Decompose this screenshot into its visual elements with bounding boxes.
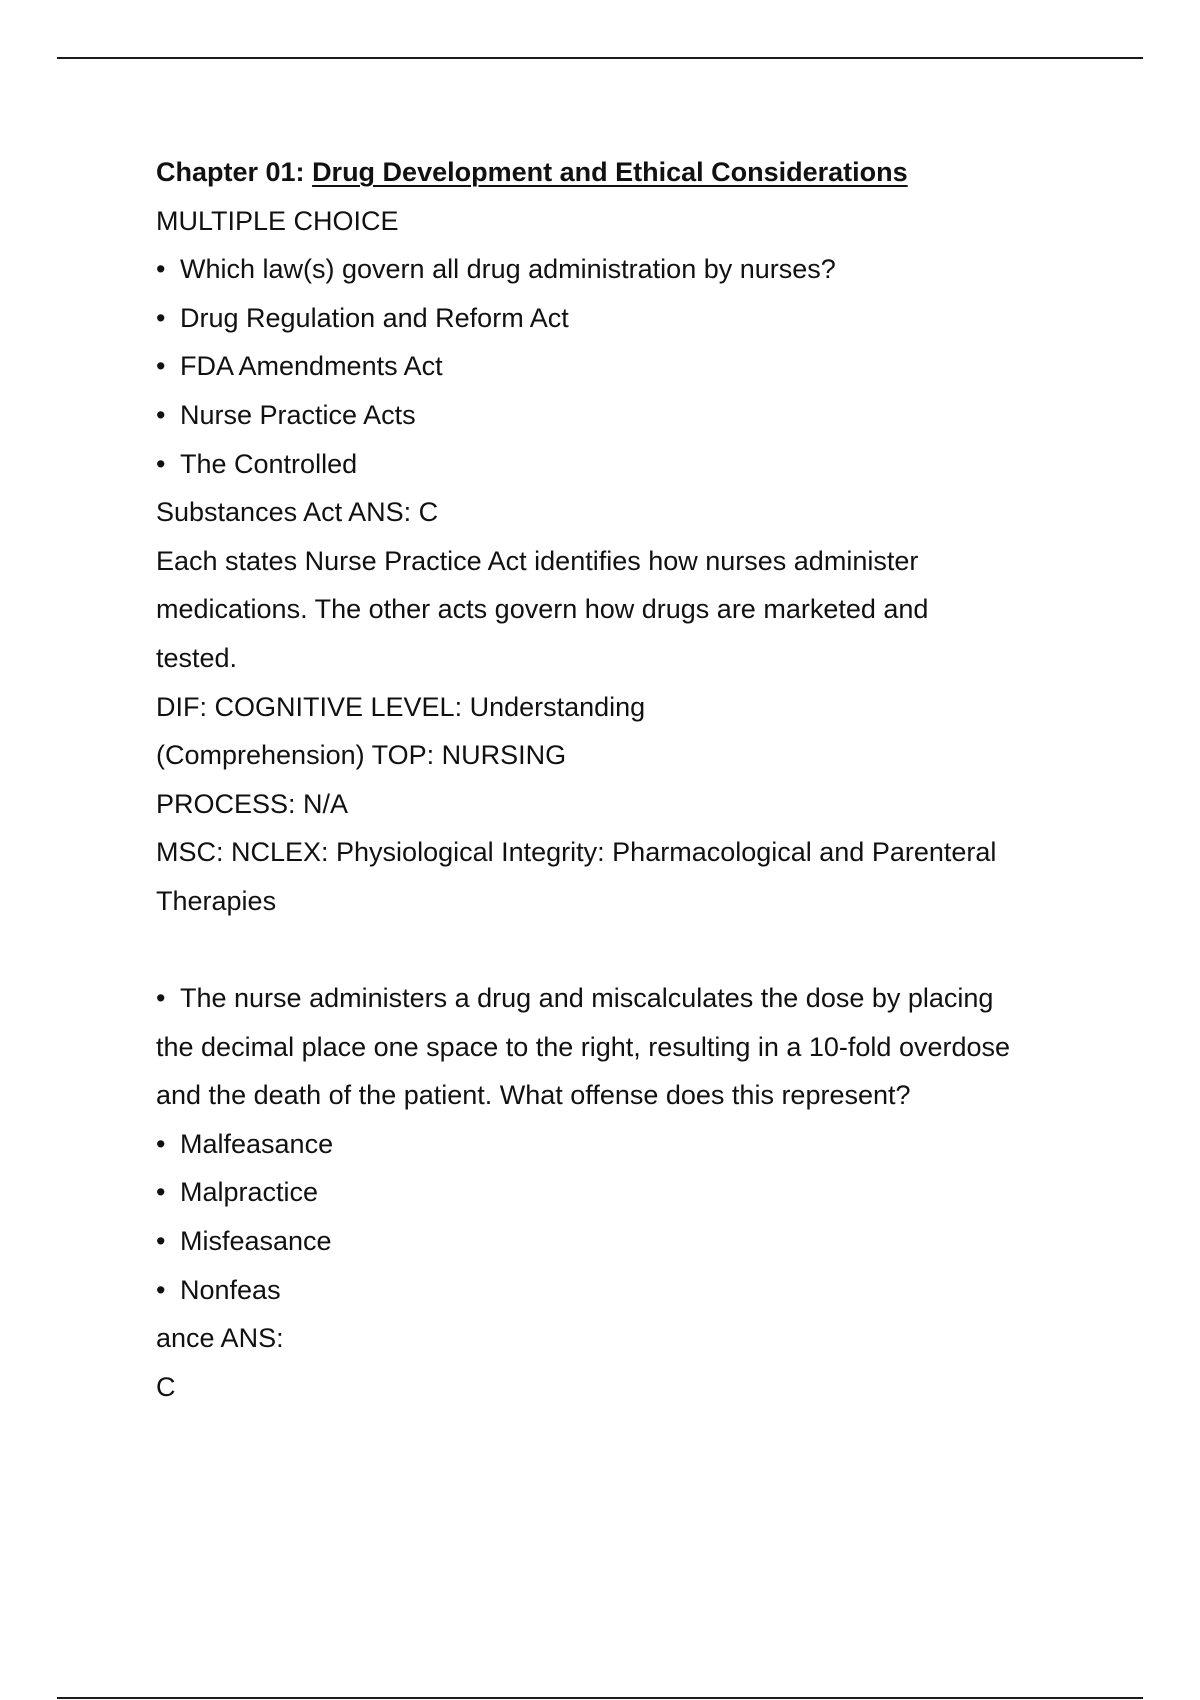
question-2-continued: and the death of the patient. What offense does this represent? <box>156 1080 911 1111</box>
chapter-heading <box>156 148 1056 197</box>
q2-option-d <box>156 1266 1056 1315</box>
q1-option-text: The Controlled <box>180 448 358 479</box>
bullet-icon: • <box>156 254 166 285</box>
q1-rationale-line: Each states Nurse Practice Act identifies how nurses administer <box>156 545 919 576</box>
q2-answer-line: C <box>156 1371 176 1402</box>
q1-meta-line: MSC: NCLEX: Physiological Integrity: Pharmacological and Parenteral <box>156 837 997 868</box>
question-2 <box>156 974 1056 1023</box>
q2-option-a <box>156 1120 1056 1169</box>
q1-option-d <box>156 440 1056 489</box>
bullet-icon: • <box>156 302 166 333</box>
chapter-prefix: Chapter 01: <box>156 157 305 187</box>
bullet-icon: • <box>156 351 166 382</box>
question-2-text: The nurse administers a drug and miscalculates the dose by placing <box>180 983 994 1014</box>
section-label: MULTIPLE CHOICE <box>156 205 399 236</box>
q2-option-text: Nonfeas <box>180 1274 281 1305</box>
spacer <box>156 926 1056 975</box>
q1-option-c <box>156 391 1056 440</box>
q1-option-a <box>156 294 1056 343</box>
q1-answer: Substances Act ANS: C <box>156 497 439 528</box>
q1-option-text: Drug Regulation and Reform Act <box>180 302 569 333</box>
bullet-icon: • <box>156 1128 166 1159</box>
q1-rationale-line: tested. <box>156 642 238 673</box>
question-1 <box>156 245 1056 294</box>
q1-option-text: FDA Amendments Act <box>180 351 443 382</box>
q1-option-text: Nurse Practice Acts <box>180 399 416 430</box>
q2-option-c <box>156 1217 1056 1266</box>
chapter-title: Drug Development and Ethical Considerations <box>312 157 908 187</box>
q2-option-text: Malfeasance <box>180 1128 334 1159</box>
q2-option-text: Misfeasance <box>180 1226 332 1257</box>
q2-option-b <box>156 1168 1056 1217</box>
q1-rationale-line: medications. The other acts govern how drugs are marketed and <box>156 594 929 625</box>
q1-meta-line: Therapies <box>156 885 277 916</box>
bullet-icon: • <box>156 1274 166 1305</box>
top-rule <box>57 57 1143 59</box>
q1-meta-line: DIF: COGNITIVE LEVEL: Understanding <box>156 691 646 722</box>
question-1-text: Which law(s) govern all drug administration by nurses? <box>180 254 836 285</box>
document-body <box>156 148 1056 1411</box>
q1-meta-line: PROCESS: N/A <box>156 788 349 819</box>
bullet-icon: • <box>156 399 166 430</box>
q2-answer-line: ance ANS: <box>156 1323 284 1354</box>
bottom-rule <box>57 1697 1143 1699</box>
q2-option-text: Malpractice <box>180 1177 319 1208</box>
bullet-icon: • <box>156 983 166 1014</box>
question-2-continued: the decimal place one space to the right, resulting in a 10-fold overdose <box>156 1031 1011 1062</box>
bullet-icon: • <box>156 1177 166 1208</box>
bullet-icon: • <box>156 448 166 479</box>
bullet-icon: • <box>156 1226 166 1257</box>
q1-meta-line: (Comprehension) TOP: NURSING <box>156 740 567 771</box>
q1-option-b <box>156 342 1056 391</box>
